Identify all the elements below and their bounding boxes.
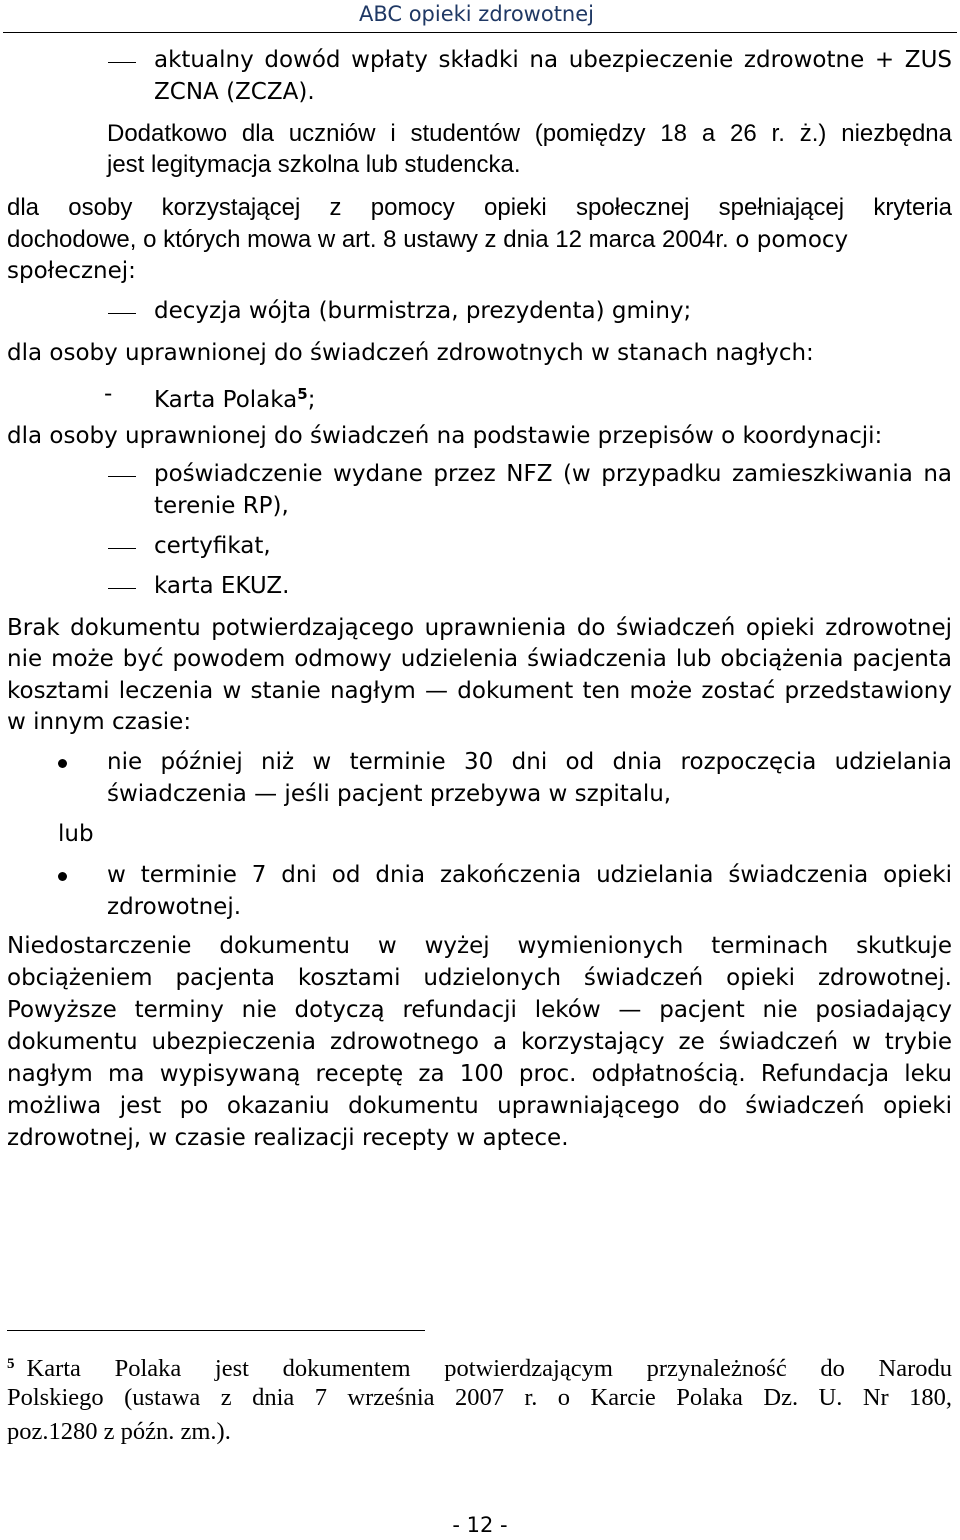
paragraph-line: dla osoby korzystającej z pomocy opieki społecznej spełniającej kryteria bbox=[7, 194, 952, 221]
list-item-text: ZCNA (ZCZA). bbox=[154, 79, 315, 105]
list-item-text: poświadczenie wydane przez NFZ (w przypadku zamieszkiwania na bbox=[154, 461, 952, 487]
list-item-label: Karta Polaka bbox=[154, 387, 298, 413]
list-item-text: decyzja wójta (burmistrza, prezydenta) gminy; bbox=[154, 298, 692, 324]
list-item-text bbox=[154, 378, 952, 416]
paragraph-line: dla osoby uprawnionej do świadczeń zdrowotnych w stanach nagłych: bbox=[7, 340, 814, 366]
list-item-text: świadczenia — jeśli pacjent przebywa w szpitalu, bbox=[107, 781, 672, 807]
paragraph-span: o pomocy bbox=[735, 227, 849, 253]
paragraph-line: Powyższe terminy nie dotyczą refundacji leków — pacjent nie posiadający bbox=[7, 997, 952, 1023]
footnote-number: 5 bbox=[7, 1356, 15, 1372]
list-item-text: aktualny dowód wpłaty składki na ubezpieczenie zdrowotne + ZUS bbox=[154, 47, 952, 73]
paragraph-line: kosztami leczenia w stanie nagłym — dokument ten może zostać przedstawiony bbox=[7, 678, 952, 704]
list-item-punct: ; bbox=[307, 387, 316, 413]
page-number: - 12 - bbox=[452, 1513, 508, 1537]
list-item-text: karta EKUZ. bbox=[154, 573, 290, 599]
list-dash bbox=[108, 62, 136, 63]
list-hyphen: - bbox=[104, 381, 113, 407]
list-dash bbox=[108, 476, 136, 477]
paragraph-line: Dodatkowo dla uczniów i studentów (pomiędzy 18 a 26 r. ż.) niezbędna bbox=[107, 120, 952, 147]
footnote-line bbox=[7, 1348, 952, 1385]
paragraph-line: zdrowotnej, w czasie realizacji recepty w aptece. bbox=[7, 1125, 569, 1151]
footnote-reference: 5 bbox=[297, 385, 308, 403]
bullet-icon bbox=[58, 759, 67, 768]
list-item-text: w terminie 7 dni od dnia zakończenia udzielania świadczenia opieki bbox=[107, 862, 952, 888]
list-item-text: nie później niż w terminie 30 dni od dnia rozpoczęcia udzielania bbox=[107, 749, 952, 775]
paragraph-line: społecznej: bbox=[7, 258, 136, 284]
footnote-line: poz.1280 z późn. zm.). bbox=[7, 1418, 231, 1445]
list-connector: lub bbox=[58, 821, 94, 847]
list-item-text: zdrowotnej. bbox=[107, 894, 242, 920]
paragraph-line: możliwa jest po okazaniu dokumentu uprawniającego do świadczeń opieki bbox=[7, 1093, 952, 1119]
list-dash bbox=[108, 588, 136, 589]
paragraph-line: Brak dokumentu potwierdzającego uprawnienia do świadczeń opieki zdrowotnej bbox=[7, 615, 952, 641]
list-item-text: certyfikat, bbox=[154, 533, 271, 559]
running-header: ABC opieki zdrowotnej bbox=[358, 2, 594, 26]
footnote-separator bbox=[7, 1330, 425, 1331]
paragraph-line: jest legitymacja szkolna lub studencka. bbox=[107, 151, 521, 178]
list-dash bbox=[108, 313, 136, 314]
paragraph-line: nie może być powodem odmowy udzielenia świadczenia lub obciążenia pacjenta bbox=[7, 646, 952, 672]
header-rule bbox=[3, 32, 957, 33]
paragraph-line: obciążeniem pacjenta kosztami udzielonych świadczeń opieki zdrowotnej. bbox=[7, 965, 952, 991]
paragraph-line: dla osoby uprawnionej do świadczeń na podstawie przepisów o koordynacji: bbox=[7, 423, 883, 449]
paragraph-line: dokumentu ubezpieczenia zdrowotnego a korzystający ze świadczeń w trybie bbox=[7, 1029, 952, 1055]
list-dash bbox=[108, 548, 136, 549]
footnote-line: Polskiego (ustawa z dnia 7 września 2007 r. o Karcie Polaka Dz. U. Nr 180, bbox=[7, 1384, 952, 1411]
paragraph-line: w innym czasie: bbox=[7, 709, 192, 735]
paragraph-line: nagłym ma wypisywaną receptę za 100 proc. odpłatnością. Refundacja leku bbox=[7, 1061, 952, 1087]
paragraph-line bbox=[7, 224, 952, 256]
paragraph-span: dochodowe, o których mowa w art. 8 ustawy z dnia 12 marca 2004r. bbox=[7, 226, 736, 253]
paragraph-line: Niedostarczenie dokumentu w wyżej wymienionych terminach skutkuje bbox=[7, 933, 952, 959]
bullet-icon bbox=[58, 872, 67, 881]
footnote-text: Karta Polaka jest dokumentem potwierdzającym przynależność do Narodu bbox=[26, 1355, 952, 1382]
list-item-text: terenie RP), bbox=[154, 493, 289, 519]
